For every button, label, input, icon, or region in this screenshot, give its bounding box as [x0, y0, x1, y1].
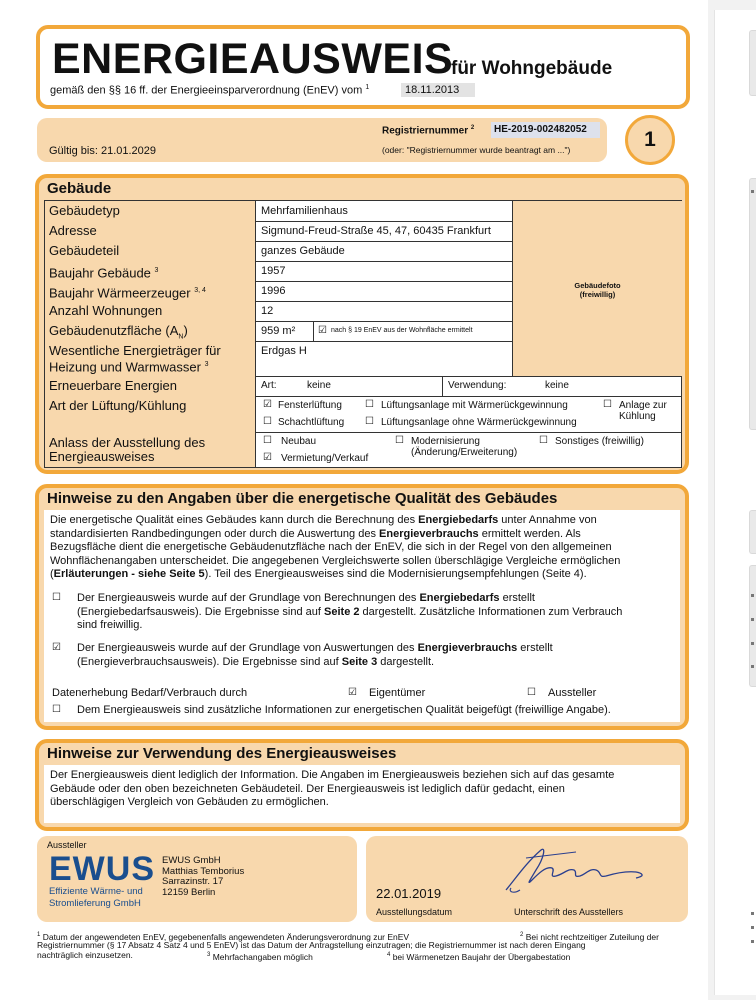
ventilation-window-checkbox[interactable]: ☑	[263, 399, 272, 410]
intro-text: Bezugsfläche dient die energetische Gebäudenutzfläche nach der EnEV, die sich in der Regel von den allgemeinen	[50, 541, 612, 553]
building-part-label: Gebäudeteil	[49, 243, 120, 258]
ventilation-recovery-label: Lüftungsanlage mit Wärmerückgewinnung	[381, 400, 568, 411]
rental-sale-label: Vermietung/Verkauf	[281, 453, 369, 464]
notes-intro	[50, 514, 675, 582]
cooling-checkbox[interactable]: ☐	[603, 399, 612, 410]
label-cell	[45, 432, 256, 467]
footnote-marker: 1	[365, 84, 370, 91]
issuer-box	[37, 836, 357, 922]
logo-sub-line2: Stromlieferung GmbH	[49, 898, 141, 909]
registration-number-field[interactable]: HE-2019-002482052	[491, 122, 600, 138]
ventilation-window-label: Fensterlüftung	[278, 400, 342, 411]
option-text: erstellt	[499, 592, 535, 604]
intro-bold: Energiebedarfs	[418, 514, 499, 526]
building-photo-area[interactable]	[512, 201, 682, 376]
consumption-certificate-checkbox[interactable]: ☑	[52, 642, 61, 653]
renewable-use-value[interactable]: keine	[545, 380, 569, 391]
adjacent-page-edge	[708, 0, 756, 1000]
demand-certificate-checkbox[interactable]: ☐	[52, 592, 61, 603]
footnote-2-end: nachträglich einzusetzen.	[37, 950, 133, 960]
building-table	[44, 200, 682, 468]
regulation-text: gemäß den §§ 16 ff. der Energieeinsparverordnung (EnEV) vom	[50, 84, 363, 97]
column-divider	[442, 376, 443, 396]
option-text: dargestellt. Zusätzliche Informationen zum Verbrauch	[359, 605, 623, 618]
generator-year-label	[49, 284, 206, 300]
other-label: Sonstiges (freiwillig)	[555, 436, 644, 447]
page-edge-mark	[751, 190, 754, 193]
page-edge-mark	[751, 940, 754, 943]
ewus-logo: EWUS	[49, 850, 155, 888]
label-cell	[45, 341, 256, 376]
issuer-address	[162, 856, 244, 898]
footnote-number: 2	[520, 932, 524, 938]
address-label: Adresse	[49, 223, 97, 238]
occasion-line1: Anlass der Ausstellung des	[49, 435, 206, 450]
building-section-title: Gebäude	[47, 180, 112, 197]
label-cell	[45, 221, 256, 241]
demand-certificate-text	[77, 592, 677, 633]
table-row	[45, 376, 681, 397]
intro-text: ermittelt werden. Als	[478, 527, 581, 540]
registration-note: (oder: "Registriernummer wurde beantragt am ...")	[382, 145, 571, 155]
issuer-label: Aussteller	[47, 840, 87, 850]
generator-year-text: Baujahr Wärmeerzeuger	[49, 285, 191, 301]
footnote-3	[207, 950, 313, 962]
signature-stroke	[526, 852, 576, 858]
intro-text: ). Teil des Energieausweises sind die Modernisierungsempfehlungen (Seite 4).	[204, 568, 587, 580]
scrollbar-tab[interactable]	[749, 178, 756, 430]
registration-label	[382, 125, 474, 136]
footnote-number: 1	[37, 932, 41, 938]
cooling-line1: Anlage zur	[619, 400, 667, 411]
floor-area-close: )	[183, 323, 188, 338]
intro-bold: Erläuterungen - siehe Seite 5	[53, 568, 205, 580]
survey-issuer-label: Aussteller	[548, 687, 597, 699]
issuer-person: Matthias Temborius	[162, 865, 245, 877]
photo-label-line2: (freiwillig)	[579, 290, 616, 299]
usage-line: Gebäude oder den oben bezeichneten Gebäudeteil. Der Energieausweis ist lediglich dafür gedacht, einen	[50, 782, 565, 795]
cooling-label	[619, 400, 667, 422]
label-cell	[45, 201, 256, 221]
ventilation-shaft-label: Schachtlüftung	[278, 417, 345, 428]
building-section	[35, 174, 689, 474]
regulation-line	[50, 84, 369, 97]
construction-year-label	[49, 264, 158, 280]
ventilation-label: Art der Lüftung/Kühlung	[49, 398, 187, 413]
notes-section	[35, 484, 689, 730]
floor-area-note: nach § 19 EnEV aus der Wohnfläche ermittelt	[331, 327, 473, 334]
intro-bold: Energieverbrauchs	[379, 527, 479, 540]
energy-carrier-value[interactable]: Erdgas H	[261, 345, 307, 357]
footnote-marker: 3	[154, 267, 159, 274]
table-row	[45, 396, 681, 433]
usage-text	[50, 769, 675, 810]
additional-info-checkbox[interactable]: ☐	[52, 704, 61, 715]
page-edge-mark	[751, 665, 754, 668]
survey-label: Datenerhebung Bedarf/Verbrauch durch	[52, 687, 248, 699]
apartments-label: Anzahl Wohnungen	[49, 303, 163, 318]
option-bold: Seite 2	[324, 605, 360, 618]
usage-title: Hinweise zur Verwendung des Energieausweises	[47, 745, 397, 762]
footnote-text: Mehrfachangaben möglich	[210, 951, 313, 962]
renewable-type-label: Art:	[261, 380, 277, 391]
consumption-certificate-text	[77, 642, 677, 669]
scrollbar-tab[interactable]	[749, 510, 756, 554]
occasion-label	[49, 436, 205, 464]
option-text: erstellt	[517, 642, 553, 654]
option-text: (Energieverbrauchsausweis). Die Ergebnisse sind auf	[77, 655, 342, 668]
renewable-label: Erneuerbare Energien	[49, 378, 177, 393]
issuer-name: EWUS GmbH	[162, 855, 221, 866]
notes-body	[44, 510, 680, 722]
valid-until: Gültig bis: 21.01.2029	[49, 145, 157, 157]
other-checkbox[interactable]: ☐	[539, 435, 548, 446]
page-number-badge: 1	[625, 115, 675, 165]
footnote-4	[387, 950, 570, 962]
usage-section	[35, 739, 689, 831]
energy-carrier-line2: Heizung und Warmwasser	[49, 359, 201, 375]
option-text: Der Energieausweis wurde auf der Grundlage von Berechnungen des	[77, 592, 420, 604]
modernization-line2: (Änderung/Erweiterung)	[411, 447, 518, 458]
registration-box	[37, 118, 607, 162]
label-cell	[45, 261, 256, 281]
ventilation-shaft-checkbox[interactable]: ☐	[263, 416, 272, 427]
additional-info-text: Dem Energieausweis sind zusätzliche Informationen zur energetischen Qualität beigefügt (freiwillige Angabe).	[77, 704, 611, 716]
notes-title: Hinweise zu den Angaben über die energetische Qualität des Gebäudes	[47, 490, 558, 507]
building-photo-label	[513, 281, 682, 299]
apartments-value[interactable]: 12	[261, 305, 274, 317]
page-edge-mark	[751, 618, 754, 621]
photo-label-line1: Gebäudefoto	[574, 281, 621, 290]
new-building-checkbox[interactable]: ☐	[263, 435, 272, 446]
issuer-city: 12159 Berlin	[162, 886, 216, 898]
construction-year-value[interactable]: 1957	[261, 265, 286, 277]
signature-image	[486, 838, 656, 898]
building-type-value[interactable]: Mehrfamilienhaus	[261, 205, 348, 217]
option-bold: Energieverbrauchs	[417, 642, 518, 654]
modernization-checkbox[interactable]: ☐	[395, 435, 404, 446]
footnote-marker: 3, 4	[194, 287, 206, 294]
intro-text: (	[50, 568, 54, 580]
footnote-marker: 2	[470, 125, 475, 131]
footnote-number: 3	[207, 952, 211, 958]
signature-stroke	[506, 849, 642, 890]
rental-sale-checkbox[interactable]: ☑	[263, 452, 272, 463]
footnote-text: Bei nicht rechtzeitiger Zuteilung der	[523, 931, 659, 942]
title-box	[36, 25, 690, 109]
scrollbar-tab[interactable]	[749, 565, 756, 687]
option-text: (Energiebedarfsausweis). Die Ergebnisse sind auf	[77, 605, 325, 618]
signature-box	[366, 836, 688, 922]
document-title: ENERGIEAUSWEIS	[52, 35, 454, 83]
ventilation-recovery-checkbox[interactable]: ☐	[365, 399, 374, 410]
option-bold: Seite 3	[341, 655, 378, 668]
label-cell	[45, 376, 256, 396]
generator-year-value[interactable]: 1996	[261, 285, 286, 297]
intro-text: Die energetische Qualität eines Gebäudes kann durch die Berechnung des	[50, 514, 419, 526]
modernization-line1: Modernisierung	[411, 436, 480, 447]
option-bold: Energiebedarfs	[419, 592, 500, 604]
adjacent-page-sheet	[714, 10, 756, 995]
ventilation-no-recovery-label: Lüftungsanlage ohne Wärmerückgewinnung	[381, 417, 577, 428]
renewable-use-label: Verwendung:	[448, 380, 507, 391]
label-cell	[45, 396, 256, 432]
new-building-label: Neubau	[281, 436, 317, 447]
survey-owner-label: Eigentümer	[369, 687, 426, 699]
footnote-marker: 3	[204, 361, 209, 368]
label-cell	[45, 281, 256, 301]
footnote-text: Datum der angewendeten EnEV, gegebenenfalls angewendeten Änderungsverordnung zur EnEV	[40, 931, 410, 942]
label-cell	[45, 241, 256, 261]
logo-subtitle	[49, 886, 179, 910]
modernization-label	[411, 436, 517, 458]
renewable-type-value[interactable]: keine	[307, 380, 331, 391]
issue-date: 22.01.2019	[376, 886, 442, 901]
usage-line: Der Energieausweis dient lediglich der Information. Die Angaben im Energieausweis beziehen sich auf das gesamte	[50, 769, 615, 781]
table-row	[45, 432, 681, 467]
label-cell	[45, 321, 256, 341]
footnote-number: 4	[387, 952, 391, 958]
ventilation-no-recovery-checkbox[interactable]: ☐	[365, 416, 374, 427]
usage-body	[44, 765, 680, 823]
construction-year-text: Baujahr Gebäude	[49, 265, 151, 281]
intro-text: Wohnflächenangaben unterscheidet. Die angegebenen Vergleichswerte sollen überschlägige Vergleiche ermöglichen	[50, 554, 621, 567]
scrollbar-tab[interactable]	[749, 30, 756, 96]
floor-area-checkbox[interactable]: ☑	[318, 325, 327, 336]
cooling-line2: Kühlung	[619, 411, 656, 422]
document-subtitle: für Wohngebäude	[451, 58, 613, 79]
signature-label: Unterschrift des Ausstellers	[514, 907, 624, 917]
building-type-label: Gebäudetyp	[49, 203, 120, 218]
energy-carrier-label	[49, 344, 221, 374]
page-edge-mark	[751, 642, 754, 645]
floor-area-note-cell	[313, 321, 512, 341]
floor-area-subscript: N	[178, 333, 184, 341]
page-edge-mark	[751, 926, 754, 929]
option-text: sind freiwillig.	[77, 619, 143, 631]
logo-sub-line1: Effiziente Wärme- und	[49, 886, 143, 897]
page-edge-mark	[751, 594, 754, 597]
address-value[interactable]: Sigmund-Freud-Straße 45, 47, 60435 Frankfurt	[261, 225, 491, 237]
intro-text: standardisierten Randbedingungen oder durch die Auswertung des	[50, 527, 380, 540]
signature-stroke	[510, 888, 520, 892]
page-edge-mark	[751, 912, 754, 915]
occasion-line2: Energieausweises	[49, 449, 155, 464]
footnote-2-continued: Registriernummer (§ 17 Absatz 4 Satz 4 und 5 EnEV) ist das Datum der Antragstellung einzutragen; die Registriernummer ist nach deren Eingang	[37, 940, 586, 950]
option-text: Der Energieausweis wurde auf der Grundlage von Auswertungen des	[77, 642, 418, 654]
option-text: dargestellt.	[377, 655, 435, 668]
floor-area-value[interactable]: 959 m²	[261, 325, 296, 337]
usage-line: überschlägigen Vergleich von Gebäuden zu ermöglichen.	[50, 796, 329, 808]
label-cell	[45, 301, 256, 321]
intro-text: unter Annahme von	[498, 514, 597, 526]
registration-label-text: Registriernummer	[382, 125, 469, 137]
floor-area-text: Gebäudenutzfläche (A	[49, 323, 179, 338]
survey-issuer-checkbox[interactable]: ☐	[527, 687, 536, 698]
issuer-street: Sarrazinstr. 17	[162, 876, 224, 887]
survey-owner-checkbox[interactable]: ☑	[348, 687, 357, 698]
footnote-text: bei Wärmenetzen Baujahr der Übergabestation	[390, 951, 571, 962]
issue-date-label: Ausstellungsdatum	[376, 907, 453, 917]
energy-carrier-line1: Wesentliche Energieträger für	[49, 343, 221, 358]
regulation-date-field[interactable]: 18.11.2013	[401, 83, 475, 97]
building-part-value[interactable]: ganzes Gebäude	[261, 245, 345, 257]
